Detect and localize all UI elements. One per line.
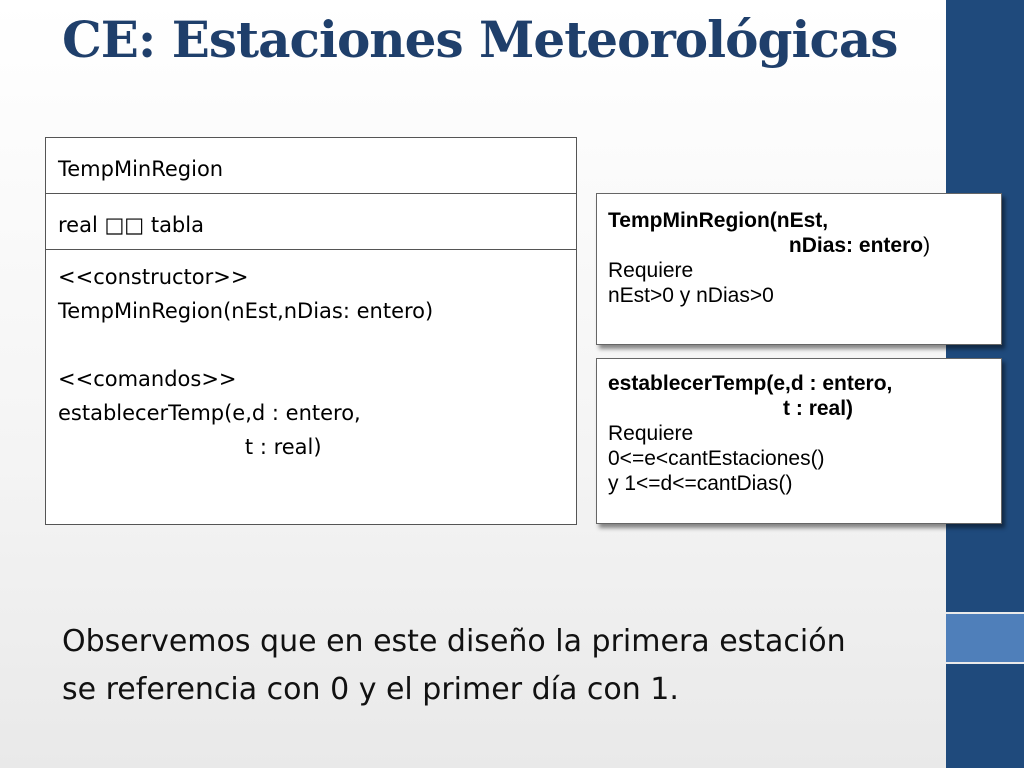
class-attribute-section: [46, 194, 576, 250]
side-band-divider: [946, 612, 1024, 614]
note-signature-line: TempMinRegion(nEst,: [608, 209, 829, 232]
side-band-accent: [946, 612, 1024, 662]
class-name-section: [46, 138, 576, 194]
note-signature-line: [608, 233, 1001, 258]
class-attribute: real □□ tabla: [58, 213, 204, 237]
note-constructor-precondition: [596, 193, 1002, 345]
observation-line: Observemos que en este diseño la primera estación: [62, 624, 846, 659]
class-name: TempMinRegion: [58, 157, 224, 181]
side-band-divider: [946, 662, 1024, 664]
slide-title: CE: Estaciones Meteorológicas: [62, 10, 898, 69]
indent: [608, 234, 789, 257]
ops-line-command-1: establecerTemp(e,d : entero,: [58, 401, 361, 425]
note-condition: nEst>0 y nDias>0: [608, 284, 774, 307]
note-requiere-label: Requiere: [608, 422, 694, 445]
ops-line-command-2: t : real): [58, 435, 322, 459]
observation-line: se referencia con 0 y el primer día con 1.: [62, 672, 679, 707]
observation-text: [62, 618, 922, 714]
note-signature-close: ): [923, 234, 931, 257]
class-operations-section: [46, 250, 576, 464]
note-signature-param: nDias: entero: [788, 234, 924, 257]
ops-line-constructor: TempMinRegion(nEst,nDias: entero): [58, 299, 434, 323]
side-band-bottom: [946, 662, 1024, 768]
note-establecer-precondition: [596, 358, 1002, 524]
note-condition: 0<=e<cantEstaciones(): [608, 447, 825, 470]
note-signature-line: t : real): [608, 397, 854, 420]
uml-class-box: [45, 137, 577, 525]
note-condition: y 1<=d<=cantDias(): [608, 472, 793, 495]
note-signature-line: establecerTemp(e,d : entero,: [608, 372, 893, 395]
ops-gap: [58, 328, 576, 362]
ops-line-constructor-stereotype: <<constructor>>: [58, 265, 249, 289]
note-requiere-label: Requiere: [608, 259, 694, 282]
ops-line-commands-stereotype: <<comandos>>: [58, 367, 237, 391]
